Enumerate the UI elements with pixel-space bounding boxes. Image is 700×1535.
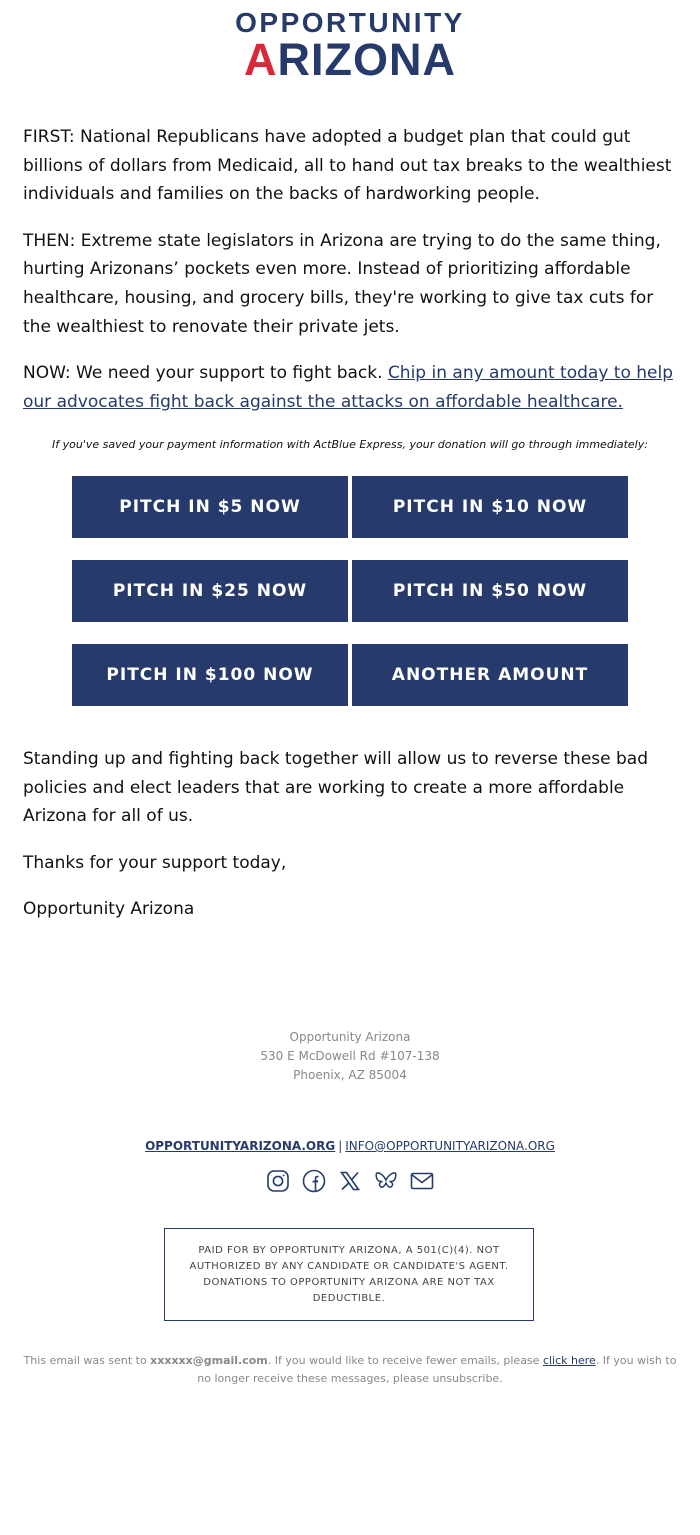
opportunity-arizona-logo (0, 7, 700, 85)
paragraph-thanks: Thanks for your support today, (23, 852, 287, 873)
recipient-email: xxxxxx@gmail.com (150, 1354, 268, 1367)
paragraph-now (23, 359, 683, 416)
bluesky-icon[interactable] (373, 1168, 399, 1194)
footer-address-line2: Phoenix, AZ 85004 (293, 1068, 407, 1082)
website-link[interactable]: OPPORTUNITYARIZONA.ORG (145, 1139, 336, 1153)
logo-line-1: OPPORTUNITY (235, 7, 465, 38)
unsub-suffix: . If you wish to no longer receive these messages, please unsubscribe. (197, 1354, 677, 1385)
instagram-icon[interactable] (265, 1168, 291, 1194)
unsub-middle: . If you would like to receive fewer emails, please (267, 1354, 543, 1367)
facebook-icon[interactable] (301, 1168, 327, 1194)
email-closing (23, 745, 683, 942)
social-icons (0, 1168, 700, 1194)
paragraph-standing-up: Standing up and fighting back together will allow us to reverse these bad policies and elect leaders that are working to create a more affordable Arizona for all of us. (23, 749, 649, 827)
x-icon[interactable] (337, 1168, 363, 1194)
email-body (23, 123, 683, 434)
paragraph-first: FIRST: National Republicans have adopted a budget plan that could gut billions of dollars from Medicaid, all to hand out tax breaks to the wealthiest individuals and families on the backs of hardworking people. (23, 127, 672, 205)
contact-email-link[interactable]: INFO@OPPORTUNITYARIZONA.ORG (345, 1139, 555, 1153)
footer-address-line1: 530 E McDowell Rd #107-138 (260, 1049, 440, 1063)
paragraph-then: THEN: Extreme state legislators in Arizona are trying to do the same thing, hurting Arizonans’ pockets even more. Instead of prioritizing affordable healthcare, housing, and grocery bills, they're working to give tax cuts for the wealthiest to renovate their private jets. (23, 230, 661, 337)
logo-accent-letter: A (244, 34, 278, 85)
logo-line-2 (0, 34, 700, 85)
donate-25-button[interactable]: PITCH IN $25 NOW (72, 560, 348, 622)
signature: Opportunity Arizona (23, 899, 195, 920)
mail-icon[interactable] (409, 1168, 435, 1194)
footer-address (0, 1028, 700, 1085)
paid-for-disclaimer (164, 1228, 534, 1321)
footer-separator: | (338, 1139, 343, 1153)
donate-other-amount-button[interactable]: ANOTHER AMOUNT (352, 644, 628, 706)
chip-in-link[interactable]: Chip in any amount today to help our advocates fight back against the attacks on affordable healthcare. (23, 363, 674, 412)
unsub-prefix: This email was sent to (23, 1354, 151, 1367)
disclaimer-text: PAID FOR BY OPPORTUNITY ARIZONA, A 501(C)(4). NOT AUTHORIZED BY ANY CANDIDATE OR CANDIDATE'S AGENT. DONATIONS TO OPPORTUNITY ARIZONA ARE NOT TAX DEDUCTIBLE. (189, 1244, 509, 1304)
footer-links (0, 1139, 700, 1153)
donate-50-button[interactable]: PITCH IN $50 NOW (352, 560, 628, 622)
logo-line-2-rest: RIZONA (277, 34, 456, 85)
paragraph-now-text: NOW: We need your support to fight back. (23, 363, 388, 384)
footer-org-name: Opportunity Arizona (289, 1030, 411, 1044)
unsubscribe-notice (20, 1352, 680, 1388)
donate-5-button[interactable]: PITCH IN $5 NOW (72, 476, 348, 538)
fewer-emails-link[interactable]: click here (542, 1354, 596, 1367)
donate-10-button[interactable]: PITCH IN $10 NOW (352, 476, 628, 538)
donate-100-button[interactable]: PITCH IN $100 NOW (72, 644, 348, 706)
actblue-note: If you've saved your payment information with ActBlue Express, your donation will go through immediately: (52, 438, 648, 451)
